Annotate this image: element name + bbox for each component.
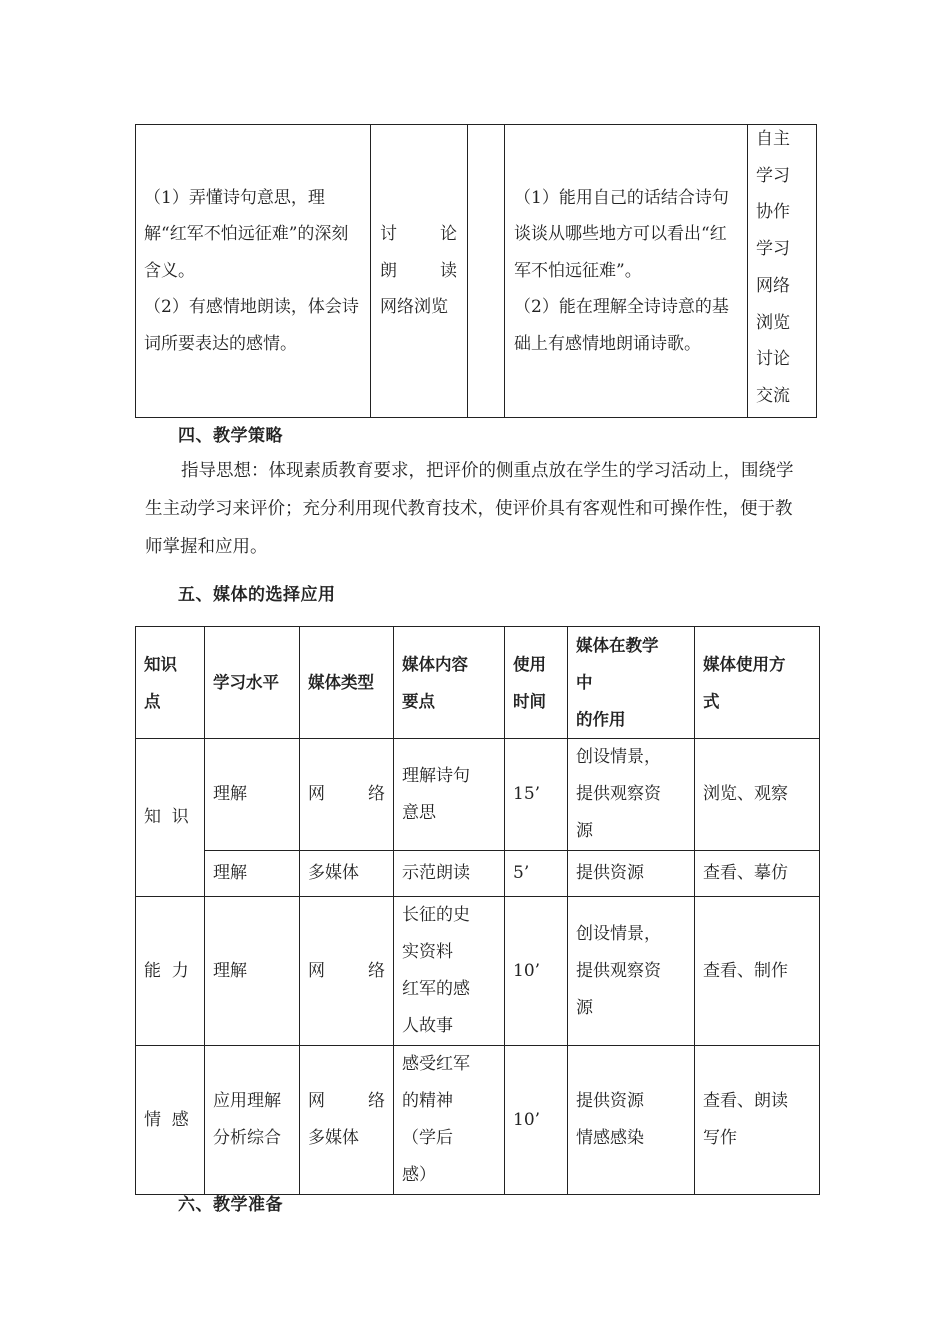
strategy-paragraph: 指导思想：体现素质教育要求，把评价的侧重点放在学生的学习活动上，围绕学生主动学习来评价；充分利用现代教育技术，使评价具有客观性和可操作性，便于教师掌握和应用。 <box>145 461 794 557</box>
table-row <box>136 897 820 1046</box>
table-row <box>136 125 817 418</box>
header-media-type: 媒体类型 <box>300 627 394 739</box>
table-header-row <box>136 627 820 739</box>
header-time: 使用 时间 <box>505 627 568 739</box>
cell-media-type: 多媒体 <box>300 851 394 897</box>
method-line: 讨 论 <box>380 224 457 245</box>
header-knowledge: 知识 点 <box>136 627 205 739</box>
cell-usage: 浏览、观察 <box>695 739 820 851</box>
cell-time: 10’ <box>505 1046 568 1195</box>
header-role: 媒体在教学 中 的作用 <box>568 627 695 739</box>
group-emotion: 情 感 <box>136 1046 205 1195</box>
cell-media-type: 网 络 <box>300 897 394 1046</box>
assessment-cell <box>505 125 748 418</box>
cell-role: 创设情景， 提供观察资 源 <box>568 739 695 851</box>
mode-line: 交流 <box>756 385 790 406</box>
objective-2: （2）有感情地朗读，体会诗词所要表达的感情。 <box>144 297 359 354</box>
cell-content: 示范朗读 <box>394 851 505 897</box>
mode-line: 学习 <box>756 239 790 260</box>
blank-cell <box>468 125 505 418</box>
method-line: 朗 读 <box>380 260 457 281</box>
cell-usage: 查看、制作 <box>695 897 820 1046</box>
header-usage: 媒体使用方 式 <box>695 627 820 739</box>
cell-time: 10’ <box>505 897 568 1046</box>
mode-line: 学习 <box>756 165 790 186</box>
table-row <box>136 1046 820 1195</box>
cell-media-type: 网 络 <box>300 739 394 851</box>
group-knowledge: 知 识 <box>136 739 205 897</box>
assessment-1: （1）能用自己的话结合诗句谈谈从哪些地方可以看出“红军不怕远征难”。 <box>514 187 729 281</box>
cell-level: 理解 <box>205 851 300 897</box>
cell-level: 理解 <box>205 739 300 851</box>
cell-usage: 查看、摹仿 <box>695 851 820 897</box>
media-table <box>135 626 820 1195</box>
objective-1: （1）弄懂诗句意思，理解“红军不怕远征难”的深刻含义。 <box>144 187 349 281</box>
mode-line: 自主 <box>756 129 790 149</box>
cell-time: 5’ <box>505 851 568 897</box>
objectives-table <box>135 124 817 418</box>
cell-role: 提供资源 情感感染 <box>568 1046 695 1195</box>
header-level: 学习水平 <box>205 627 300 739</box>
learning-modes-cell <box>748 125 817 418</box>
cell-role: 提供资源 <box>568 851 695 897</box>
objectives-cell <box>136 125 371 418</box>
section-4-heading: 四、教学策略 <box>178 426 283 446</box>
mode-line: 讨论 <box>756 349 790 370</box>
header-content: 媒体内容 要点 <box>394 627 505 739</box>
section-5-heading: 五、媒体的选择应用 <box>178 585 336 605</box>
mode-line: 网络 <box>756 275 790 296</box>
cell-role: 创设情景， 提供观察资 源 <box>568 897 695 1046</box>
cell-level: 理解 <box>205 897 300 1046</box>
cell-time: 15’ <box>505 739 568 851</box>
methods-cell <box>371 125 468 418</box>
assessment-2: （2）能在理解全诗诗意的基础上有感情地朗诵诗歌。 <box>514 297 729 354</box>
cell-content: 感受红军 的精神 （学后 感） <box>394 1046 505 1195</box>
cell-content: 长征的史 实资料 红军的感 人故事 <box>394 897 505 1046</box>
group-ability: 能 力 <box>136 897 205 1046</box>
table-row <box>136 851 820 897</box>
cell-content: 理解诗句 意思 <box>394 739 505 851</box>
cell-level: 应用理解 分析综合 <box>205 1046 300 1195</box>
mode-line: 浏览 <box>756 312 790 333</box>
table-row <box>136 739 820 851</box>
cell-usage: 查看、朗读 写作 <box>695 1046 820 1195</box>
mode-line: 协作 <box>756 202 790 223</box>
section-6-heading: 六、教学准备 <box>178 1195 283 1215</box>
method-line: 网络浏览 <box>380 297 448 318</box>
cell-media-type: 网 络 多媒体 <box>300 1046 394 1195</box>
